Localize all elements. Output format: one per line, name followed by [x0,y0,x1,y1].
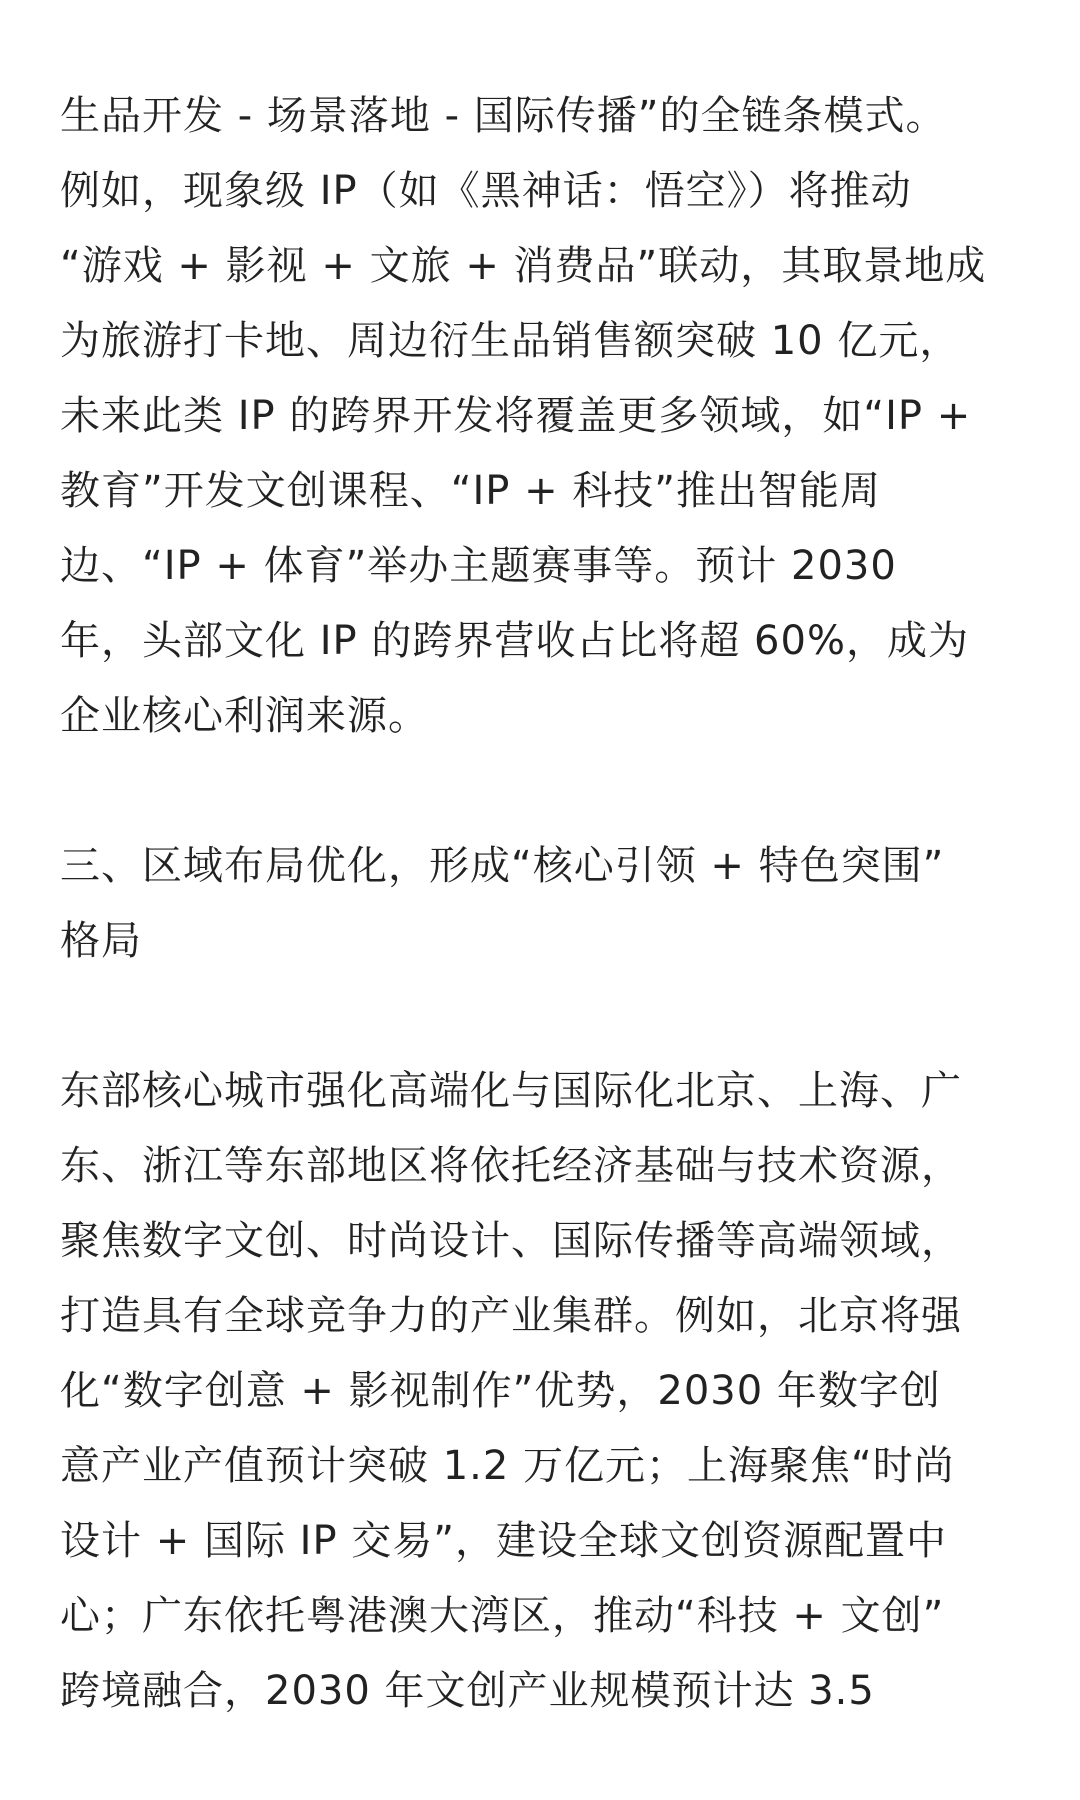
text-line: 边、“IP + 体育”举办主题赛事等。预计 2030 [60,543,897,589]
text-line: “游戏 + 影视 + 文旅 + 消费品”联动，其取景地成 [60,243,987,289]
text-line: 生品开发 - 场景落地 - 国际传播”的全链条模式。 [60,93,947,139]
paragraph-gap [60,979,1030,1054]
paragraph-east-region [60,1054,1030,1729]
section-heading [60,829,1030,979]
text-line: 化“数字创意 + 影视制作”优势，2030 年数字创 [60,1368,941,1414]
text-line: 为旅游打卡地、周边衍生品销售额突破 10 亿元， [60,318,961,364]
text-line: 打造具有全球竞争力的产业集群。例如，北京将强 [60,1293,962,1339]
text-line: 例如，现象级 IP（如《黑神话：悟空》）将推动 [60,168,912,214]
text-line: 心；广东依托粤港澳大湾区，推动“科技 + 文创” [60,1593,945,1639]
text-line: 设计 + 国际 IP 交易”，建设全球文创资源配置中 [60,1518,948,1564]
paragraph-gap [60,754,1030,829]
paragraph-ip-crossover [60,79,1030,754]
text-line: 跨境融合，2030 年文创产业规模预计达 3.5 [60,1668,875,1714]
text-line: 东部核心城市强化高端化与国际化北京、上海、广 [60,1068,962,1114]
text-line: 未来此类 IP 的跨界开发将覆盖更多领域，如“IP + [60,393,972,439]
text-line: 意产业产值预计突破 1.2 万亿元；上海聚焦“时尚 [60,1443,955,1489]
text-line: 年，头部文化 IP 的跨界营收占比将超 60%，成为 [60,618,969,664]
article-body [60,79,1030,1729]
text-line: 企业核心利润来源。 [60,693,429,739]
text-line: 教育”开发文创课程、“IP + 科技”推出智能周 [60,468,882,514]
text-line: 聚焦数字文创、时尚设计、国际传播等高端领域， [60,1218,962,1264]
heading-line: 格局 [60,918,142,964]
heading-line: 三、区域布局优化，形成“核心引领 + 特色突围” [60,843,945,889]
text-line: 东、浙江等东部地区将依托经济基础与技术资源， [60,1143,962,1189]
